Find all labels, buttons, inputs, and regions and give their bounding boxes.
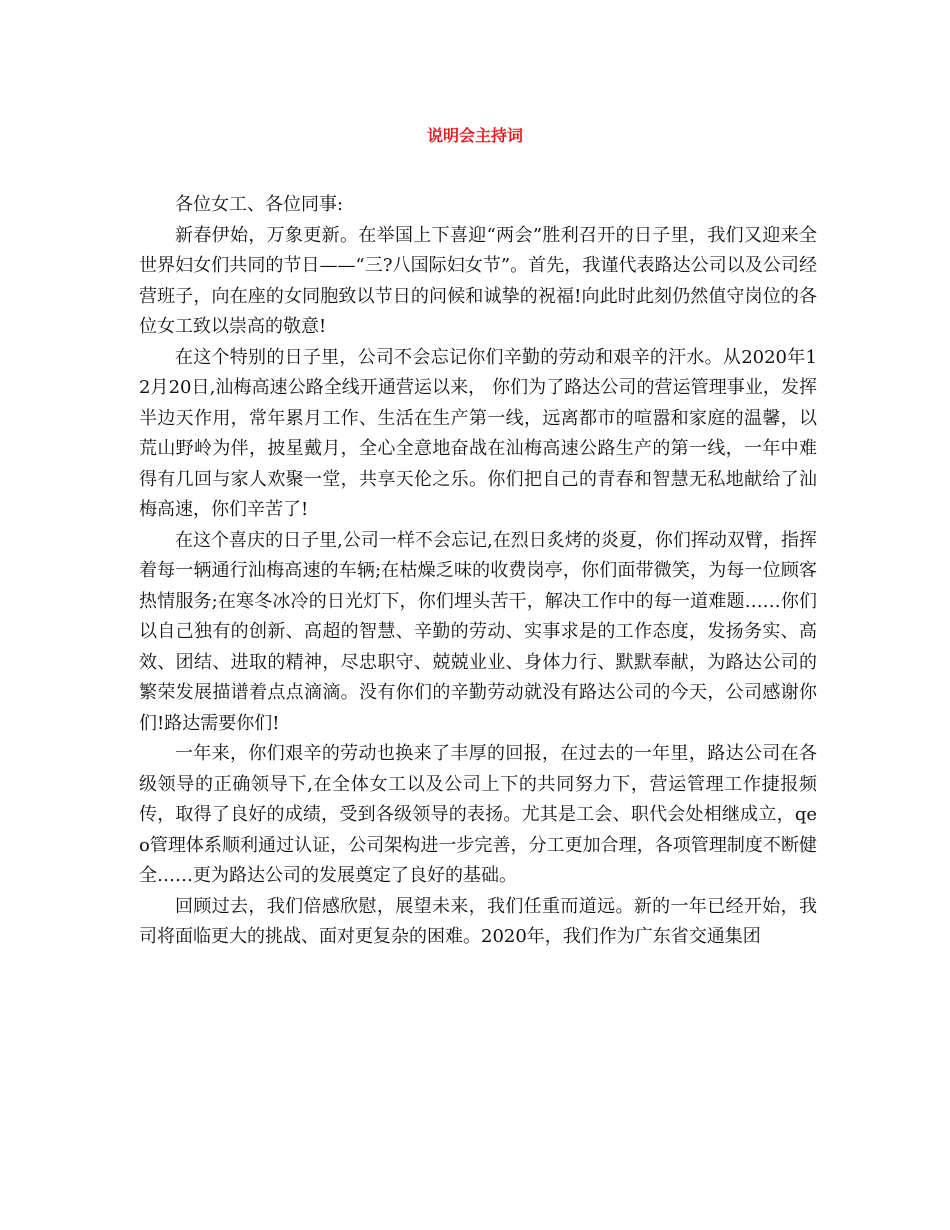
- document-title: 说明会主持词: [426, 126, 523, 145]
- body-paragraph: 新春伊始，万象更新。在举国上下喜迎“两会”胜利召开的日子里，我们又迎来全世界妇女们共同的节日——“三?八国际妇女节”。首先，我谨代表路达公司以及公司经营班子，向在座的女同胞致以节日的问候和诚挚的祝福!向此时此刻仍然值守岗位的各位女工致以崇高的敬意!: [139, 224, 817, 337]
- document-body: [139, 190, 817, 953]
- greeting-line: 各位女工、各位同事:: [175, 194, 344, 215]
- body-paragraph: 在这个喜庆的日子里,公司一样不会忘记,在烈日炙烤的炎夏，你们挥动双臂，指挥着每一辆通行汕梅高速的车辆;在枯燥乏味的收费岗亭，你们面带微笑，为每一位顾客热情服务;在寒冬冰冷的日光灯下，你们埋头苦干，解决工作中的每一道难题……你们以自己独有的创新、高超的智慧、辛勤的劳动、实事求是的工作态度，发扬务实、高效、团结、进取的精神，尽忠职守、兢兢业业、身体力行、默默奉献，为路达公司的繁荣发展描谱着点点滴滴。没有你们的辛勤劳动就没有路达公司的今天，公司感谢你们!路达需要你们!: [139, 529, 817, 734]
- body-paragraph: 在这个特别的日子里，公司不会忘记你们辛勤的劳动和艰辛的汗水。从2020年12月20日,汕梅高速公路全线开通营运以来， 你们为了路达公司的营运管理事业，发挥半边天作用，常年累月工作、生活在生产第一线，远离都市的喧嚣和家庭的温馨，以荒山野岭为伴，披星戴月，全心全意地奋战在汕梅高速公路生产的第一线，一年中难得有几回与家人欢聚一堂，共享天伦之乐。你们把自己的青春和智慧无私地献给了汕梅高速，你们辛苦了!: [139, 346, 817, 520]
- body-paragraph: 回顾过去，我们倍感欣慰，展望未来，我们任重而道远。新的一年已经开始，我司将面临更大的挑战、面对更复杂的困难。2020年，我们作为广东省交通集团: [139, 895, 817, 947]
- body-paragraph: 一年来，你们艰辛的劳动也换来了丰厚的回报，在过去的一年里，路达公司在各级领导的正确领导下,在全体女工以及公司上下的共同努力下，营运管理工作捷报频传，取得了良好的成绩，受到各级领导的表扬。尤其是工会、职代会处相继成立，qeo管理体系顺利通过认证，公司架构进一步完善，分工更加合理，各项管理制度不断健全……更为路达公司的发展奠定了良好的基础。: [139, 743, 817, 886]
